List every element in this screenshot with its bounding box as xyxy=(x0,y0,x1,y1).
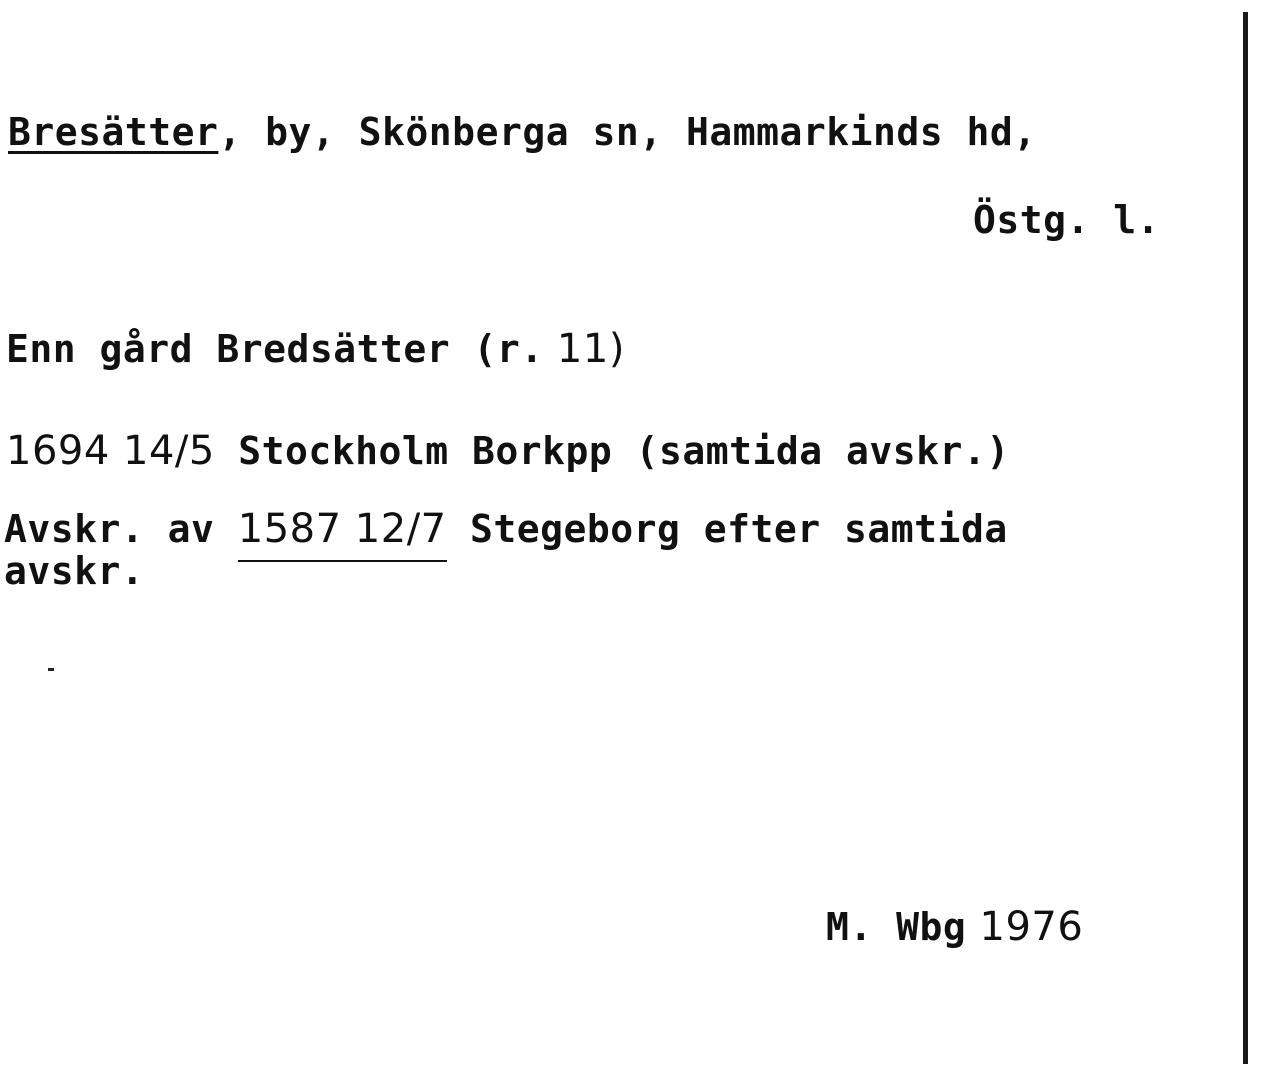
place-name: Bresätter xyxy=(8,110,219,154)
form-number: 11) xyxy=(543,326,625,372)
source-2-text: Stegeborg efter samtida xyxy=(446,507,1008,551)
place-details: , by, Skönberga sn, Hammarkinds hd, xyxy=(218,110,1037,154)
county-line: Östg. l. xyxy=(973,198,1161,242)
source-2-date: 1587 12/7 xyxy=(238,506,447,562)
source-line-1 xyxy=(6,428,1010,474)
signature-year: 1976 xyxy=(966,904,1084,950)
heading-line xyxy=(8,110,1037,154)
source-line-2 xyxy=(4,506,1008,552)
form-line xyxy=(6,326,625,372)
signature-line xyxy=(826,904,1083,950)
signature-name: M. Wbg xyxy=(826,905,967,949)
card-edge-line xyxy=(1243,12,1248,1064)
source-2-prefix: Avskr. av xyxy=(4,507,238,551)
source-1-date: 1694 14/5 xyxy=(6,428,215,474)
stray-mark xyxy=(48,668,54,671)
form-text: Enn gård Bredsätter (r. xyxy=(6,327,544,371)
source-line-2-cont: avskr. xyxy=(4,549,145,593)
source-1-text: Stockholm Borkpp (samtida avskr.) xyxy=(214,429,1010,473)
